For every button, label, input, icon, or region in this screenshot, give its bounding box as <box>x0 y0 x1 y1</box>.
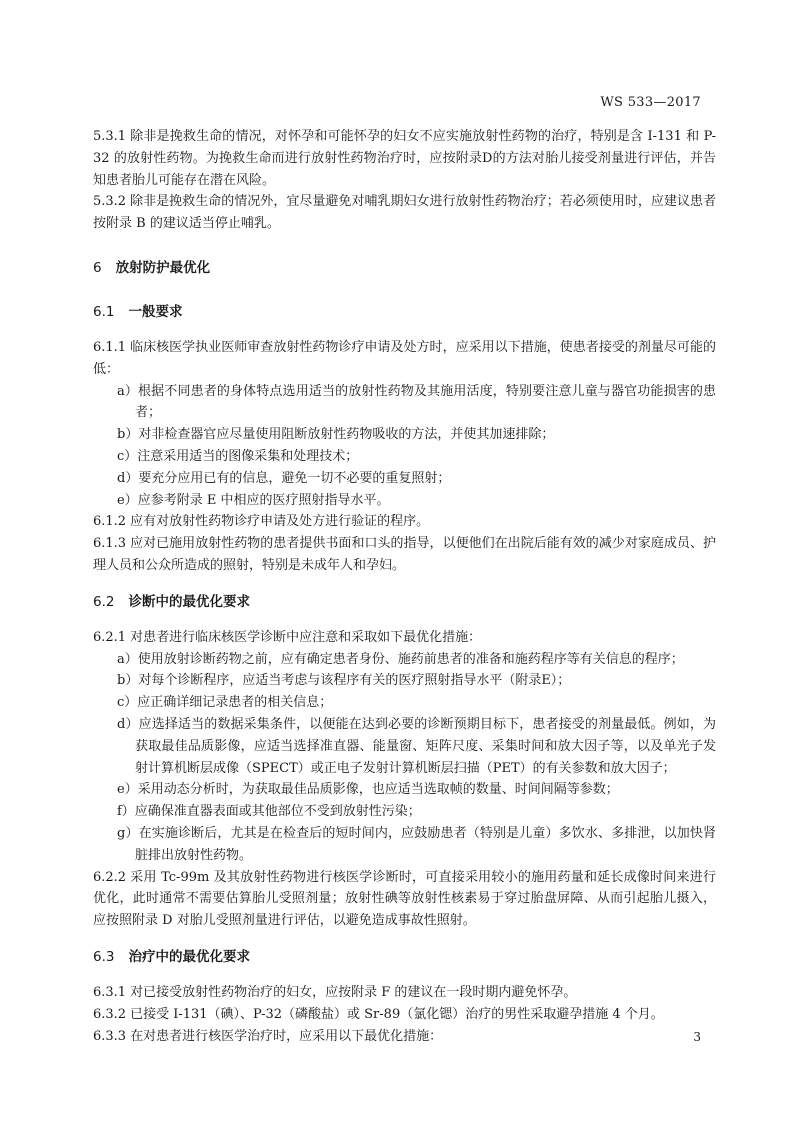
clause-text: 应有对放射性药物诊疗申请及处方进行验证的程序。 <box>130 514 430 530</box>
clause-6-3-2 <box>93 1004 716 1026</box>
section-number: 6.1 <box>93 303 115 320</box>
clause-6-3-3 <box>93 1026 716 1048</box>
clause-text: 对患者进行临床核医学诊断中应注意和采取如下最优化措施： <box>130 629 482 645</box>
section-6-2-heading <box>93 591 716 613</box>
clause-number: 6.1.3 <box>93 536 127 552</box>
clause-number: 6.2.1 <box>93 629 127 645</box>
clause-6-2-1 <box>93 627 716 649</box>
clause-number: 6.3.2 <box>93 1006 127 1022</box>
clause-text: 除非是挽救生命的情况外，宜尽量避免对哺乳期妇女进行放射性药物治疗；若必须使用时，应建议患者按附录 B 的建议适当停止哺乳。 <box>93 194 716 232</box>
section-number: 6.2 <box>93 593 115 610</box>
clause-number: 6.2.2 <box>93 869 127 885</box>
list-item: d）应选择适当的数据采集条件，以便能在达到必要的诊断预期目标下，患者接受的剂量最低。例如，为获取最佳品质影像，应适当选择准直器、能量窗、矩阵尺度、采集时间和放大因子等，以及单光子发射计算机断层成像（SPECT）或正电子发射计算机断层扫描（PET）的有关参数和放大因子； <box>117 716 716 776</box>
clause-6-2-2 <box>93 867 716 932</box>
clause-6-3-1 <box>93 982 716 1004</box>
clause-text: 除非是挽救生命的情况，对怀孕和可能怀孕的妇女不应实施放射性药物的治疗，特别是含 I-131 和 P-32 的放射性药物。为挽救生命而进行放射性药物治疗时，应按附录D的方法对胎儿接受剂量进行评估，并告知患者胎儿可能存在潜在风险。 <box>93 129 716 188</box>
list-item: c）注意采用适当的图像采集和处理技术； <box>117 448 359 464</box>
clause-number: 5.3.2 <box>93 194 127 210</box>
clause-6-1-3 <box>93 533 716 577</box>
list-item: a）根据不同患者的身体特点选用适当的放射性药物及其施用活度，特别要注意儿童与器官功能损害的患者； <box>117 383 716 421</box>
section-title: 治疗中的最优化要求 <box>128 948 250 965</box>
clause-number: 6.3.3 <box>93 1028 127 1044</box>
section-6-3-heading <box>93 946 716 968</box>
section-6-1-heading <box>93 301 716 323</box>
list-item: c）应正确详细记录患者的相关信息； <box>117 695 333 711</box>
clause-text: 临床核医学执业医师审查放射性药物诊疗申请及处方时，应采用以下措施，使患者接受的剂量尽可能的低： <box>93 339 716 377</box>
clause-6-1-2 <box>93 511 716 533</box>
list-item: f）应确保准直器表面或其他部位不受到放射性污染； <box>117 804 421 820</box>
clause-number: 6.1.1 <box>93 339 127 355</box>
list-item: b）对每个诊断程序，应适当考虑与该程序有关的医疗照射指导水平（附录E）； <box>117 673 571 689</box>
clause-number: 6.3.1 <box>93 984 127 1000</box>
page-number: 3 <box>693 1030 701 1044</box>
section-title: 放射防护最优化 <box>115 259 211 276</box>
clause-6-1-1 <box>93 337 716 381</box>
clause-number: 6.1.2 <box>93 514 127 530</box>
list-item: a）使用放射诊断药物之前，应有确定患者身份、施药前患者的准备和施药程序等有关信息的程序； <box>117 651 684 667</box>
clause-text: 应对已施用放射性药物的患者提供书面和口头的指导，以便他们在出院后能有效的减少对家庭成员、护理人员和公众所造成的照射，特别是未成年人和孕妇。 <box>93 536 716 573</box>
list-item: b）对非检查器官应尽量使用阻断放射性药物吸收的方法，并使其加速排除； <box>117 427 555 443</box>
list-item: d）要充分应用已有的信息，避免一切不必要的重复照射； <box>117 470 451 486</box>
clause-5-3-2 <box>93 191 716 235</box>
section-number: 6.3 <box>93 948 115 965</box>
clause-text: 已接受 I-131（碘）、P-32（磷酸盐）或 Sr-89（氯化锶）治疗的男性采取避孕措施 4 个月。 <box>130 1006 664 1022</box>
section-6-heading <box>93 257 716 279</box>
section-title: 诊断中的最优化要求 <box>128 593 250 610</box>
list-item: e）应参考附录 E 中相应的医疗照射指导水平。 <box>117 492 390 508</box>
list-item: g）在实施诊断后，尤其是在检查后的短时间内，应鼓励患者（特别是儿童）多饮水、多排泄，以加快肾脏排出放射性药物。 <box>117 825 716 863</box>
clause-text: 采用 Tc-99m 及其放射性药物进行核医学诊断时，可直接采用较小的施用药量和延长成像时间来进行优化，此时通常不需要估算胎儿受照剂量；放射性碘等放射性核素易于穿过胎盘屏障、从而引起胎儿摄入，应按照附录 D 对胎儿受照剂量进行评估，以避免造成事故性照射。 <box>93 869 716 929</box>
clause-number: 5.3.1 <box>93 129 127 144</box>
standard-code: WS 533—2017 <box>600 95 701 110</box>
list-item: e）采用动态分析时，为获取最佳品质影像，也应适当选取帧的数量、时间间隔等参数； <box>117 782 619 798</box>
page-content <box>93 126 716 1047</box>
section-number: 6 <box>93 259 102 276</box>
clause-5-3-1 <box>93 126 716 191</box>
clause-text: 在对患者进行核医学治疗时，应采用以下最优化措施： <box>130 1028 443 1044</box>
section-title: 一般要求 <box>128 303 183 320</box>
clause-text: 对已接受放射性药物治疗的妇女，应按附录 F 的建议在一段时期内避免怀孕。 <box>130 984 577 1000</box>
